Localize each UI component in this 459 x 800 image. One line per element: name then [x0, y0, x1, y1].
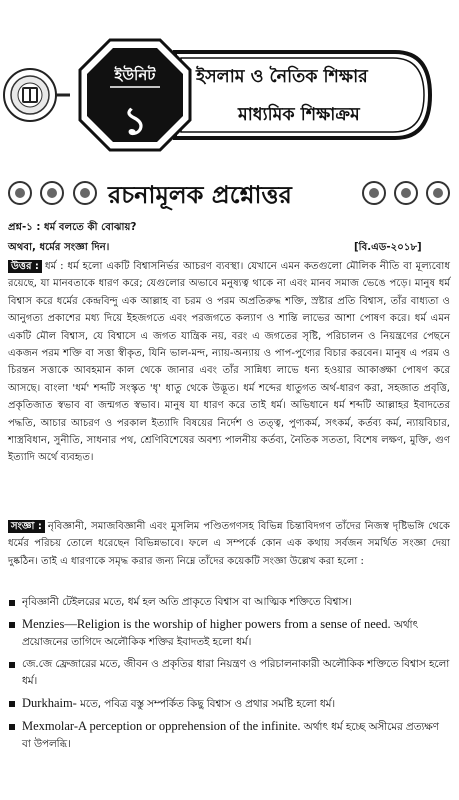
- exam-reference: [বি.এড-২০১৮]: [354, 242, 422, 253]
- section-heading: [0, 172, 459, 214]
- list-item: [8, 695, 450, 714]
- unit-label: ইউনিট: [114, 66, 156, 84]
- unit-banner: [0, 0, 459, 170]
- curriculum-title: মাধ্যমিক শিক্ষাক্রম: [238, 105, 360, 125]
- definition-tag: সংজ্ঞা :: [8, 520, 45, 533]
- point-text: অর্থাৎ ধর্ম হচ্ছে অসীমের প্রত্যক্ষণ বা উপলব্ধি।: [22, 720, 439, 751]
- point-text: নৃবিজ্ঞানী টেইলরের মতে, ধর্ম হল অতি প্রাকৃতে বিশ্বাস বা আত্মিক শক্তিতে বিশ্বাস।: [22, 596, 352, 608]
- definition-list: [8, 594, 450, 754]
- point-text: মতে, পবিত্র বস্তু সম্পর্কিত কিছু বিশ্বাস ও প্রথার সমষ্টি হলো ধর্ম।: [76, 697, 336, 710]
- point-english: Mexmolar-A perception or opprehension of the infinite.: [22, 718, 301, 733]
- point-english: Durkhaim-: [22, 695, 77, 710]
- question-alternative: অথবা, ধর্মের সংজ্ঞা দিন।: [8, 242, 110, 253]
- definition-paragraph: [8, 518, 450, 570]
- list-item: [8, 594, 450, 612]
- answer-body: ধর্ম : ধর্ম হলো একটি বিশ্বাসনির্ভর আচরণ ব্যবস্থা। যেখানে এমন কতগুলো মৌলিক নীতি বা মূল্যবোধ রয়েছে, যা মানবতাকে ধারণ করে; যেগুলোর অভাবে মনুষ্যত্ব থাকে না এবং মানব সমাজ ভেঙে পড়ে। মানুষ ধর্ম বিশ্বাস করে ধর্মের কেন্দ্রবিন্দু এক আল্লাহ বা চরম ও পরম অপ্রতিরুদ্ধ শক্তি, স্রষ্টার প্রতি বিশ্বাস, তাঁর বাধ্যতা ও আনুগত্য প্রকাশের মধ্য দিয়ে ইহজগতে এবং পরজগতে কল্যাণ ও শান্তি লাভের আশা পোষণ করে। ধর্ম এমন একটি মৌল বিশ্বাস, যে বিশ্বাসে এ জগত যান্ত্রিক নয়, বরং এ জগতের সৃষ্টি, পরিচালন ও নিয়ন্ত্রণের পেছনে একজন পরম শক্তি বা সত্তা স্বীকৃত, যিনি ভাল-মন্দ, ন্যায়-অন্যায় ও পাপ-পুণ্যের বিচার করবেন। মানুষ এ পরম ও চিরন্তন সত্তাকে আবহমান কাল থেকে জানার এবং তাঁর সান্নিধ্য লাভে ধন্য হওয়ার আকাঙ্ক্ষা পোষণ করে আসছে। বাংলা 'ধর্ম' শব্দটি সংস্কৃত 'ধৃ' ধাতু থেকে উদ্ভূত। ধর্ম শব্দের ধাতুগত অর্থ-ধারণ করা, সহজাত প্রবৃত্তি, প্রকৃতিজাত স্বভাব বা জন্মগত স্বভাব। মানুষ যা ধারণ করে তাই ধর্ম। অভিধানে ধর্ম শব্দটি আল্লাহর ইবাদতের পদ্ধতি, আচার আচরণ ও পরকাল ইত্যাদি বিষয়ের নির্দেশ ও তত্ত্ব, পুণ্যকর্ম, সৎকর্ম, কর্তব্য কর্ম, ন্যায়বিচার, শাস্ত্রবিধান, সুনীতি, সাধনার পথ, শ্রেণিবিশেষের অবশ্য পালনীয় কর্তব্য, নৈতিক সততা, বিশেষ লক্ষণ, মুক্তি, গুণ ইত্যাদি অর্থে ব্যবহৃত।: [8, 261, 450, 464]
- list-item: [8, 718, 450, 754]
- section-title: রচনামূলক প্রশ্নোত্তর: [108, 181, 292, 209]
- answer-paragraph: [8, 258, 450, 467]
- list-item: [8, 616, 450, 652]
- unit-number: ১: [122, 98, 148, 143]
- left-ornament: [9, 182, 96, 204]
- subject-title: ইসলাম ও নৈতিক শিক্ষার: [196, 67, 368, 87]
- book-icon: [22, 87, 38, 103]
- point-text: অর্থাৎ প্রয়োজনের তাগিদে অলৌকিক শক্তির ইবাদতই হলো ধর্ম।: [22, 618, 419, 649]
- answer-tag: উত্তর :: [8, 260, 42, 273]
- right-ornament: [363, 182, 449, 204]
- point-text: জে.জে ফ্রেজারের মতে, জীবন ও প্রকৃতির ধারা নিয়ন্ত্রণ ও পরিচালনাকারী অলৌকিক শক্তিতে বিশ্বাস হলো ধর্ম।: [22, 657, 450, 688]
- point-english: Menzies—Religion is the worship of higher powers from a sense of need.: [22, 616, 391, 631]
- question-text: প্রশ্ন-১ : ধর্ম বলতে কী বোঝায়?: [8, 222, 137, 233]
- definition-body: নৃবিজ্ঞানী, সমাজবিজ্ঞানী এবং মুসলিম পণ্ডিতগণসহ বিভিন্ন চিন্তাবিদগণ তাঁদের নিজস্ব দৃষ্টিভঙ্গি থেকে ধর্মের পরিচয় তোলে ধরেছেন বিভিন্নভাবে। ফলে এ সম্পর্কে কোন এক কথায় সর্বজন সমর্থিত সংজ্ঞা দেয়া দুষ্কঠিন। তাই এ ধারণাকে সমৃদ্ধ করার জন্য নিম্নে তাঁদের কয়েকটি সংজ্ঞা উল্লেখ করা হলো :: [8, 521, 450, 567]
- list-item: [8, 656, 450, 691]
